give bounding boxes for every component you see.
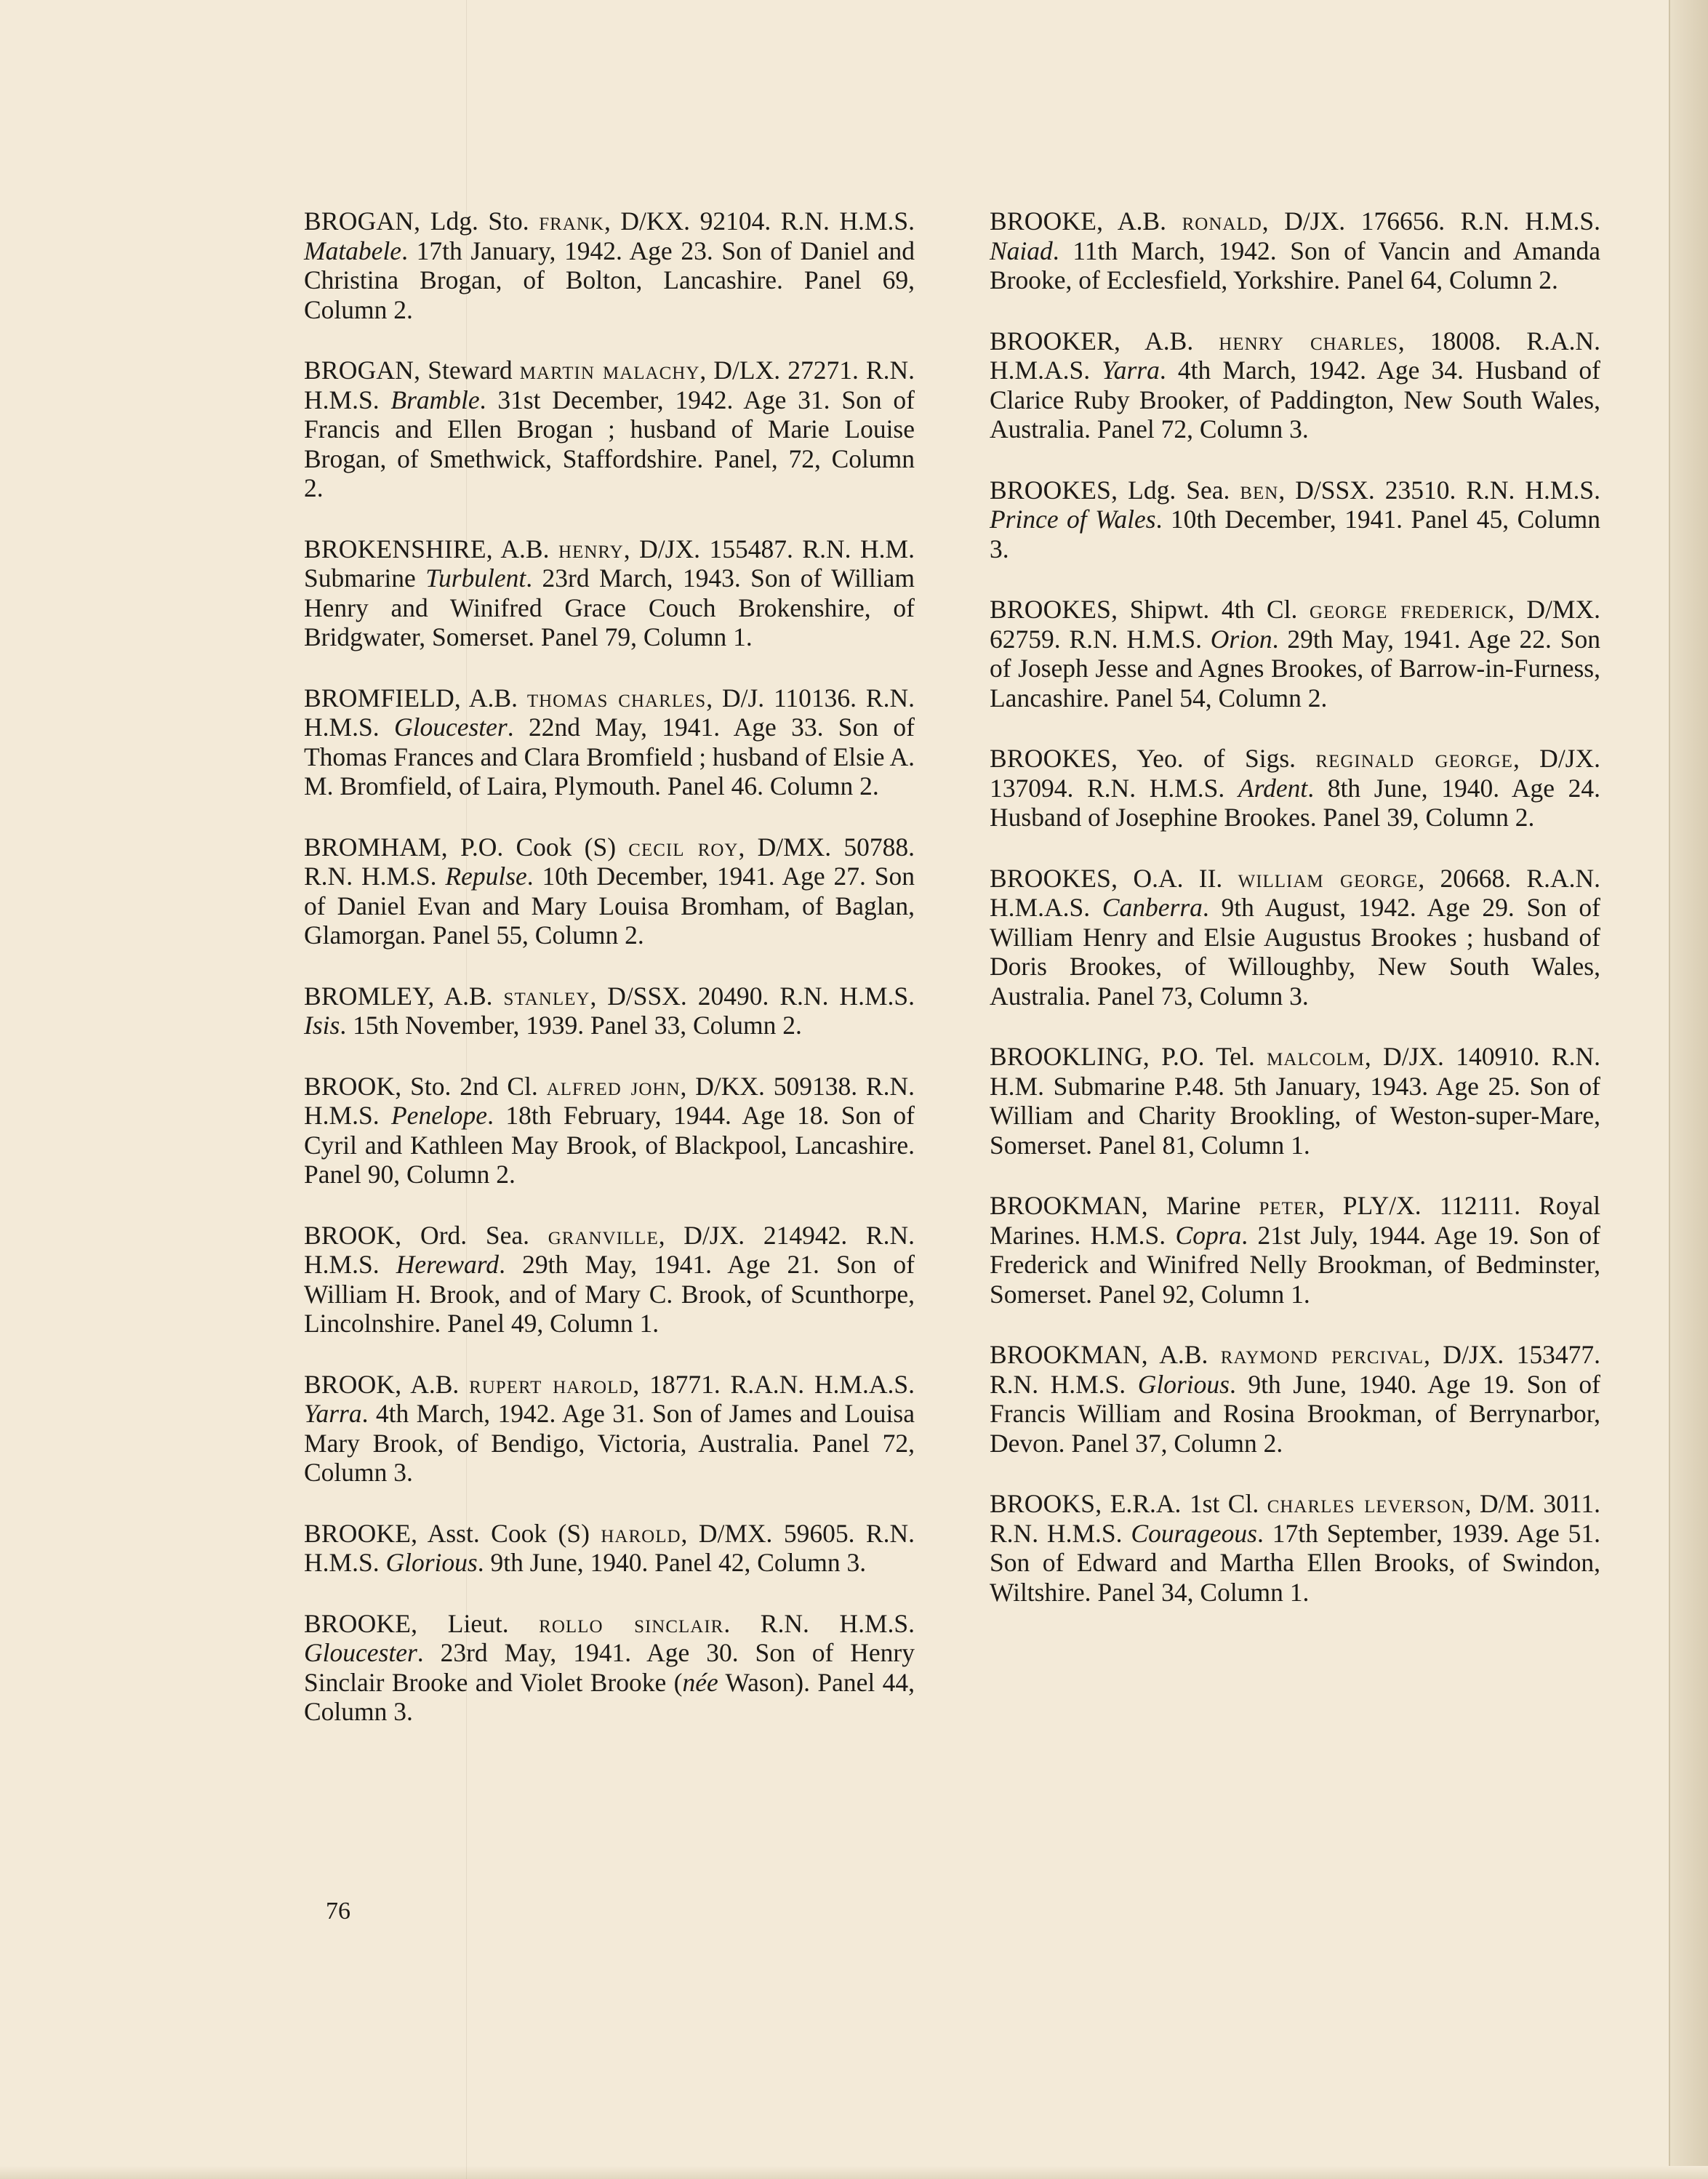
casualty-entry bbox=[304, 206, 915, 324]
entry-text: . 9th June, 1940. Age 19. Son of Francis William and Rosina Brookman, of Berrynarbor, Devon. Panel 37, Column 2. bbox=[990, 1369, 1601, 1458]
casualty-entry bbox=[990, 1340, 1600, 1458]
entry-text: . 10th December, 1941. Panel 45, Column 3. bbox=[990, 505, 1600, 563]
casualty-entry bbox=[304, 1072, 915, 1189]
surname: BROOKES, bbox=[990, 595, 1118, 624]
ship-name: Bramble bbox=[390, 385, 480, 414]
rank: Yeo. of Sigs. bbox=[1118, 744, 1316, 773]
ship-name: Isis bbox=[304, 1011, 340, 1040]
surname: BROOK, bbox=[304, 1369, 402, 1399]
rank: A.B. bbox=[1120, 326, 1219, 356]
entry-text: , D/J. 110136. R.N. H.M.S. bbox=[304, 683, 915, 742]
surname: BROOKMAN, bbox=[990, 1340, 1148, 1369]
entry-text: . 8th June, 1940. Age 24. Husband of Josephine Brookes. Panel 39, Column 2. bbox=[990, 773, 1600, 832]
page-number: 76 bbox=[326, 1898, 350, 1925]
entry-text: , D/MX. 59605. R.N. H.M.S. bbox=[304, 1518, 915, 1577]
casualty-entry bbox=[990, 744, 1600, 832]
casualty-entry bbox=[304, 1519, 915, 1578]
ship-name: Naiad bbox=[990, 236, 1053, 265]
ship-name: Gloucester bbox=[393, 713, 508, 742]
ship-name: Hereward bbox=[396, 1250, 500, 1279]
casualty-entry bbox=[304, 683, 915, 801]
casualty-entry bbox=[990, 326, 1600, 444]
entry-text: , PLY/X. 112111. Royal Marines. H.M.S. bbox=[990, 1191, 1601, 1250]
left-column bbox=[304, 206, 915, 1758]
forenames: granville bbox=[548, 1220, 659, 1250]
surname: BROMHAM, bbox=[304, 832, 448, 862]
forenames: stanley bbox=[503, 981, 590, 1011]
rank: Marine bbox=[1147, 1191, 1259, 1220]
ship-name: Glorious bbox=[385, 1548, 478, 1577]
ship-name: Repulse bbox=[445, 862, 527, 891]
maiden-name-note: née bbox=[682, 1667, 718, 1697]
entry-text: , D/JX. 153477. R.N. H.M.S. bbox=[990, 1340, 1601, 1399]
entry-text: , D/KX. 509138. R.N. H.M.S. bbox=[304, 1071, 915, 1130]
entry-text: . 29th May, 1941. Age 22. Son of Joseph Jesse and Agnes Brookes, of Barrow-in-Furness, Lancashire. Panel 54, Column 2. bbox=[990, 624, 1600, 713]
rank: P.O. Cook (S) bbox=[447, 832, 629, 862]
forenames: raymond percival bbox=[1220, 1340, 1424, 1369]
casualty-entry bbox=[990, 1042, 1600, 1160]
rank: Ldg. Sto. bbox=[420, 206, 540, 236]
rank: O.A. II. bbox=[1118, 863, 1238, 893]
entry-text: . 4th March, 1942. Age 31. Son of James and Louisa Mary Brook, of Bendigo, Victoria, Australia. Panel 72, Column 3. bbox=[304, 1399, 915, 1487]
surname: BROOKES, bbox=[990, 475, 1118, 505]
entry-text: . 4th March, 1942. Age 34. Husband of Clarice Ruby Brooker, of Paddington, New South Wales, Australia. Panel 72, Column 3. bbox=[990, 356, 1600, 444]
forenames: ronald bbox=[1182, 206, 1262, 236]
entry-text: . 31st December, 1942. Age 31. Son of Francis and Ellen Brogan ; husband of Marie Louise Brogan, of Smethwick, Staffordshire. Panel, 72, Column 2. bbox=[304, 385, 915, 502]
casualty-entry bbox=[304, 1370, 915, 1488]
entry-text: . 9th August, 1942. Age 29. Son of William Henry and Elsie Augustus Brookes ; husband of Doris Brookes, of Willoughby, New South Wales, Australia. Panel 73, Column 3. bbox=[990, 893, 1600, 1011]
rank: Asst. Cook (S) bbox=[417, 1518, 601, 1548]
casualty-entry bbox=[304, 534, 915, 652]
entry-text: , D/JX. 155487. R.N. H.M. Submarine bbox=[304, 534, 915, 593]
casualty-entry bbox=[304, 1221, 915, 1339]
entry-text: . R.N. H.M.S. bbox=[723, 1608, 915, 1638]
entry-text: , D/JX. 176656. R.N. H.M.S. bbox=[1262, 206, 1601, 236]
rank: A.B. bbox=[401, 1369, 470, 1399]
rank: E.R.A. 1st Cl. bbox=[1102, 1489, 1267, 1518]
surname: BROOKS, bbox=[990, 1489, 1102, 1518]
surname: BROMLEY, bbox=[304, 981, 435, 1011]
entry-text: , D/JX. 140910. R.N. H.M. Submarine P.48. 5th January, 1943. Age 25. Son of William and Charity Brookling, of Weston-super-Mare, Somerset. Panel 81, Column 1. bbox=[990, 1042, 1600, 1160]
forenames: henry bbox=[558, 534, 624, 563]
ship-name: Turbulent bbox=[425, 563, 526, 593]
forenames: peter bbox=[1259, 1191, 1318, 1220]
casualty-entry bbox=[304, 1609, 915, 1727]
entry-text: . 11th March, 1942. Son of Vancin and Amanda Brooke, of Ecclesfield, Yorkshire. Panel 64, Column 2. bbox=[990, 236, 1600, 294]
forenames: ben bbox=[1240, 475, 1279, 505]
ship-name: Gloucester bbox=[304, 1638, 417, 1667]
ship-name: Canberra bbox=[1102, 893, 1203, 922]
forenames: frank bbox=[539, 206, 604, 236]
surname: BROOKE, bbox=[304, 1518, 418, 1548]
rank: A.B. bbox=[1147, 1340, 1221, 1369]
casualty-entry bbox=[990, 206, 1600, 295]
entry-text: . 9th June, 1940. Panel 42, Column 3. bbox=[477, 1548, 867, 1577]
surname: BROMFIELD, bbox=[304, 683, 462, 713]
surname: BROOKER, bbox=[990, 326, 1121, 356]
entry-text: , D/JX. 214942. R.N. H.M.S. bbox=[304, 1220, 915, 1279]
casualty-entry bbox=[990, 595, 1600, 713]
entry-text: , D/LX. 27271. R.N. H.M.S. bbox=[304, 356, 915, 414]
ship-name: Glorious bbox=[1137, 1369, 1230, 1399]
surname: BROOKE, bbox=[304, 1608, 418, 1638]
page-edge bbox=[1669, 0, 1708, 2179]
ship-name: Yarra bbox=[304, 1399, 362, 1428]
forenames: charles leverson bbox=[1267, 1489, 1465, 1518]
entry-text: . 17th January, 1942. Age 23. Son of Daniel and Christina Brogan, of Bolton, Lancashire. Panel 69, Column 2. bbox=[304, 236, 915, 324]
entry-text: , 20668. R.A.N. H.M.A.S. bbox=[990, 863, 1601, 922]
ship-name: Prince of Wales bbox=[990, 505, 1156, 534]
surname: BROGAN, bbox=[304, 356, 421, 385]
forenames: martin malachy bbox=[519, 356, 700, 385]
forenames: cecil roy bbox=[628, 832, 739, 862]
rank: Lieut. bbox=[417, 1608, 540, 1638]
casualty-entry bbox=[990, 1191, 1600, 1309]
surname: BROOK, bbox=[304, 1071, 402, 1101]
rank: Sto. 2nd Cl. bbox=[401, 1071, 547, 1101]
rank: Shipwt. 4th Cl. bbox=[1118, 595, 1310, 624]
entry-text: , D/MX. 62759. R.N. H.M.S. bbox=[990, 595, 1600, 654]
rank: A.B. bbox=[434, 981, 504, 1011]
ship-name: Courageous bbox=[1131, 1518, 1257, 1548]
casualty-entry bbox=[304, 356, 915, 503]
forenames: rollo sinclair bbox=[539, 1608, 724, 1638]
forenames: henry charles bbox=[1219, 326, 1398, 356]
surname: BROOKMAN, bbox=[990, 1191, 1148, 1220]
surname: BROOKES, bbox=[990, 744, 1118, 773]
forenames: malcolm bbox=[1267, 1042, 1365, 1071]
casualty-entry bbox=[304, 982, 915, 1040]
forenames: rupert harold bbox=[469, 1369, 633, 1399]
ship-name: Yarra bbox=[1102, 356, 1160, 385]
rank: Ord. Sea. bbox=[401, 1220, 548, 1250]
ship-name: Copra bbox=[1175, 1220, 1242, 1250]
forenames: thomas charles bbox=[526, 683, 707, 713]
casualty-entry bbox=[990, 864, 1600, 1011]
entry-text: Wason). Panel 44, Column 3. bbox=[304, 1667, 915, 1726]
ship-name: Ardent bbox=[1238, 773, 1308, 803]
surname: BROOKLING, bbox=[990, 1042, 1150, 1071]
entry-text: , D/SSX. 20490. R.N. H.M.S. bbox=[590, 981, 915, 1011]
rank: Ldg. Sea. bbox=[1118, 475, 1240, 505]
casualty-entry bbox=[990, 1489, 1600, 1607]
entry-text: , D/JX. 137094. R.N. H.M.S. bbox=[990, 744, 1601, 803]
forenames: george frederick bbox=[1309, 595, 1508, 624]
entry-text: . 29th May, 1941. Age 21. Son of William H. Brook, and of Mary C. Brook, of Scunthorpe, Lincolnshire. Panel 49, Column 1. bbox=[304, 1250, 915, 1338]
forenames: william george bbox=[1238, 863, 1419, 893]
surname: BROOKES, bbox=[990, 863, 1118, 893]
entry-text: . 22nd May, 1941. Age 33. Son of Thomas Frances and Clara Bromfield ; husband of Elsie A. M. Bromfield, of Laira, Plymouth. Panel 46. Column 2. bbox=[304, 713, 915, 800]
right-column bbox=[990, 206, 1600, 1638]
rank: Steward bbox=[420, 356, 520, 385]
ship-name: Orion bbox=[1210, 624, 1272, 654]
rank: A.B. bbox=[461, 683, 527, 713]
casualty-entry bbox=[304, 832, 915, 950]
entry-text: . 23rd March, 1943. Son of William Henry and Winifred Grace Couch Brokenshire, of Bridgwater, Somerset. Panel 79, Column 1. bbox=[304, 563, 915, 651]
forenames: reginald george bbox=[1315, 744, 1513, 773]
entry-text: , D/SSX. 23510. R.N. H.M.S. bbox=[1278, 475, 1600, 505]
entry-text: . 21st July, 1944. Age 19. Son of Frederick and Winifred Nelly Brookman, of Bedminster, Somerset. Panel 92, Column 1. bbox=[990, 1220, 1600, 1309]
forenames: alfred john bbox=[546, 1071, 681, 1101]
surname: BROKENSHIRE, bbox=[304, 534, 493, 563]
entry-text: , D/MX. 50788. R.N. H.M.S. bbox=[304, 832, 915, 891]
entry-text: . 17th September, 1939. Age 51. Son of Edward and Martha Ellen Brooks, of Swindon, Wiltshire. Panel 34, Column 1. bbox=[990, 1518, 1601, 1607]
surname: BROOK, bbox=[304, 1220, 402, 1250]
entry-text: , D/M. 3011. R.N. H.M.S. bbox=[990, 1489, 1600, 1548]
entry-text: . 15th November, 1939. Panel 33, Column 2. bbox=[340, 1011, 802, 1040]
forenames: harold bbox=[601, 1518, 681, 1548]
entry-text: , 18008. R.A.N. H.M.A.S. bbox=[990, 326, 1601, 385]
entry-text: , D/KX. 92104. R.N. H.M.S. bbox=[604, 206, 915, 236]
rank: A.B. bbox=[1103, 206, 1182, 236]
rank: A.B. bbox=[492, 534, 558, 563]
entry-text: . 23rd May, 1941. Age 30. Son of Henry Sinclair Brooke and Violet Brooke ( bbox=[304, 1638, 915, 1697]
ship-name: Penelope bbox=[391, 1101, 488, 1130]
surname: BROGAN, bbox=[304, 206, 421, 236]
entry-text: , 18771. R.A.N. H.M.A.S. bbox=[633, 1369, 915, 1399]
rank: P.O. Tel. bbox=[1149, 1042, 1267, 1071]
entry-text: . 18th February, 1944. Age 18. Son of Cyril and Kathleen May Brook, of Blackpool, Lancashire. Panel 90, Column 2. bbox=[304, 1101, 915, 1189]
entry-text: . 10th December, 1941. Age 27. Son of Daniel Evan and Mary Louisa Bromham, of Baglan, Glamorgan. Panel 55, Column 2. bbox=[304, 862, 915, 950]
ship-name: Matabele bbox=[304, 236, 402, 265]
surname: BROOKE, bbox=[990, 206, 1104, 236]
page-bottom-edge bbox=[0, 2166, 1708, 2179]
casualty-entry bbox=[990, 475, 1600, 564]
